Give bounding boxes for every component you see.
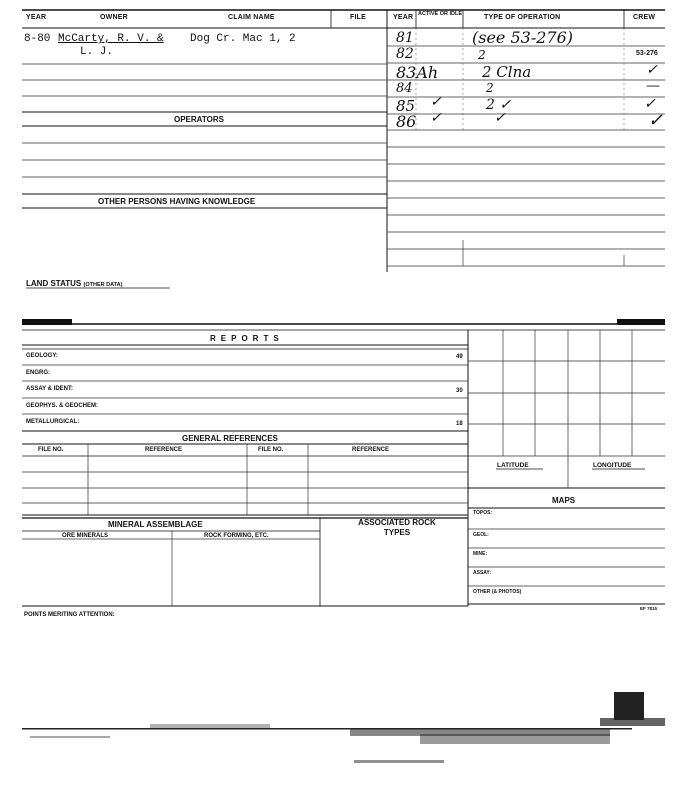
activity-crew: ✓ [646, 62, 658, 78]
activity-active: ✓ [430, 110, 442, 126]
report-label: GEOPHYS. & GEOCHEM: [26, 403, 99, 409]
operators-heading: OPERATORS [174, 115, 224, 124]
scan-noise [22, 692, 665, 763]
activity-year: 85 [396, 97, 416, 115]
col-header-active-idle: ACTIVE OR IDLE [418, 11, 463, 17]
report-number: 18 [456, 421, 463, 427]
other-persons-heading: OTHER PERSONS HAVING KNOWLEDGE [98, 197, 256, 206]
activity-crew: — [646, 78, 660, 94]
col-header-claim-name: CLAIM NAME [228, 14, 275, 21]
activity-year: 83Ah [396, 63, 439, 82]
report-label: ASSAY & IDENT: [26, 386, 74, 392]
rock-forming-label: ROCK FORMING, ETC. [204, 533, 269, 539]
col-header-file: FILE [350, 14, 366, 21]
report-number: 49 [456, 354, 463, 360]
maps-item-assay: ASSAY: [473, 570, 492, 576]
activity-operation: 2 ✓ [486, 97, 512, 113]
col-header-type-of-operation: TYPE OF OPERATION [484, 14, 561, 21]
ref-col-reference: REFERENCE [145, 447, 183, 453]
report-label: METALLURGICAL: [26, 419, 80, 425]
ref-col-file-no-2: FILE NO. [258, 447, 284, 453]
activity-year: 82 [396, 46, 414, 62]
maps-heading: MAPS [552, 496, 576, 505]
land-status-heading [26, 279, 122, 288]
activity-operation: (see 53-276) [472, 28, 574, 47]
report-label: GEOLOGY: [26, 353, 58, 359]
associated-rock-types-heading: ASSOCIATED ROCK TYPES [358, 518, 436, 537]
owner-entry-name: McCarty, R. V. & [58, 33, 164, 45]
reports-heading: REPORTS [210, 334, 284, 343]
ore-minerals-label: ORE MINERALS [62, 533, 109, 539]
maps-item-topos: TOPOS: [473, 510, 493, 516]
activity-operation: 2 [486, 81, 494, 95]
col-header-year: YEAR [26, 14, 47, 21]
activity-year: 84 [396, 81, 413, 96]
report-label: ENGRG: [26, 370, 50, 376]
col-header-crew: CREW [633, 14, 656, 21]
activity-operation: 2 Clna [482, 63, 532, 81]
longitude-label: LONGITUDE [593, 462, 632, 469]
owner-entry-year: 8-80 [24, 33, 51, 45]
activity-crew: ✓ [644, 96, 656, 112]
col-header-owner: OWNER [100, 14, 128, 21]
ref-col-reference-2: REFERENCE [352, 447, 390, 453]
activity-operation: 2 [478, 48, 486, 62]
land-status-sub: (OTHER DATA) [83, 282, 123, 288]
maps-item-geol: GEOL: [473, 532, 489, 538]
maps-item-mine: MINE: [473, 551, 488, 557]
land-status-label: LAND STATUS [26, 279, 82, 288]
owner-entry-name-line2: L. J. [80, 46, 114, 58]
col-header-year-right: YEAR [393, 14, 414, 21]
ref-col-file-no: FILE NO. [38, 447, 64, 453]
activity-crew: ✓ [648, 110, 664, 131]
report-number: 30 [456, 388, 463, 394]
maps-item-other: OTHER (& PHOTOS) [473, 589, 522, 595]
owner-entry-claim: Dog Cr. Mac 1, 2 [190, 33, 296, 45]
activity-operation: ✓ [494, 110, 506, 126]
activity-active: ✓ [430, 94, 442, 110]
points-meriting-attention: POINTS MERITING ATTENTION: [24, 612, 115, 618]
general-references-heading: GENERAL REFERENCES [182, 434, 278, 443]
mineral-assemblage-heading: MINERAL ASSEMBLAGE [108, 520, 203, 529]
form-number: EF 7815 [640, 606, 658, 611]
activity-year: 86 [396, 112, 417, 131]
activity-year: 81 [396, 30, 414, 46]
latitude-label: LATITUDE [497, 462, 529, 469]
activity-crew: 53-276 [636, 50, 658, 57]
